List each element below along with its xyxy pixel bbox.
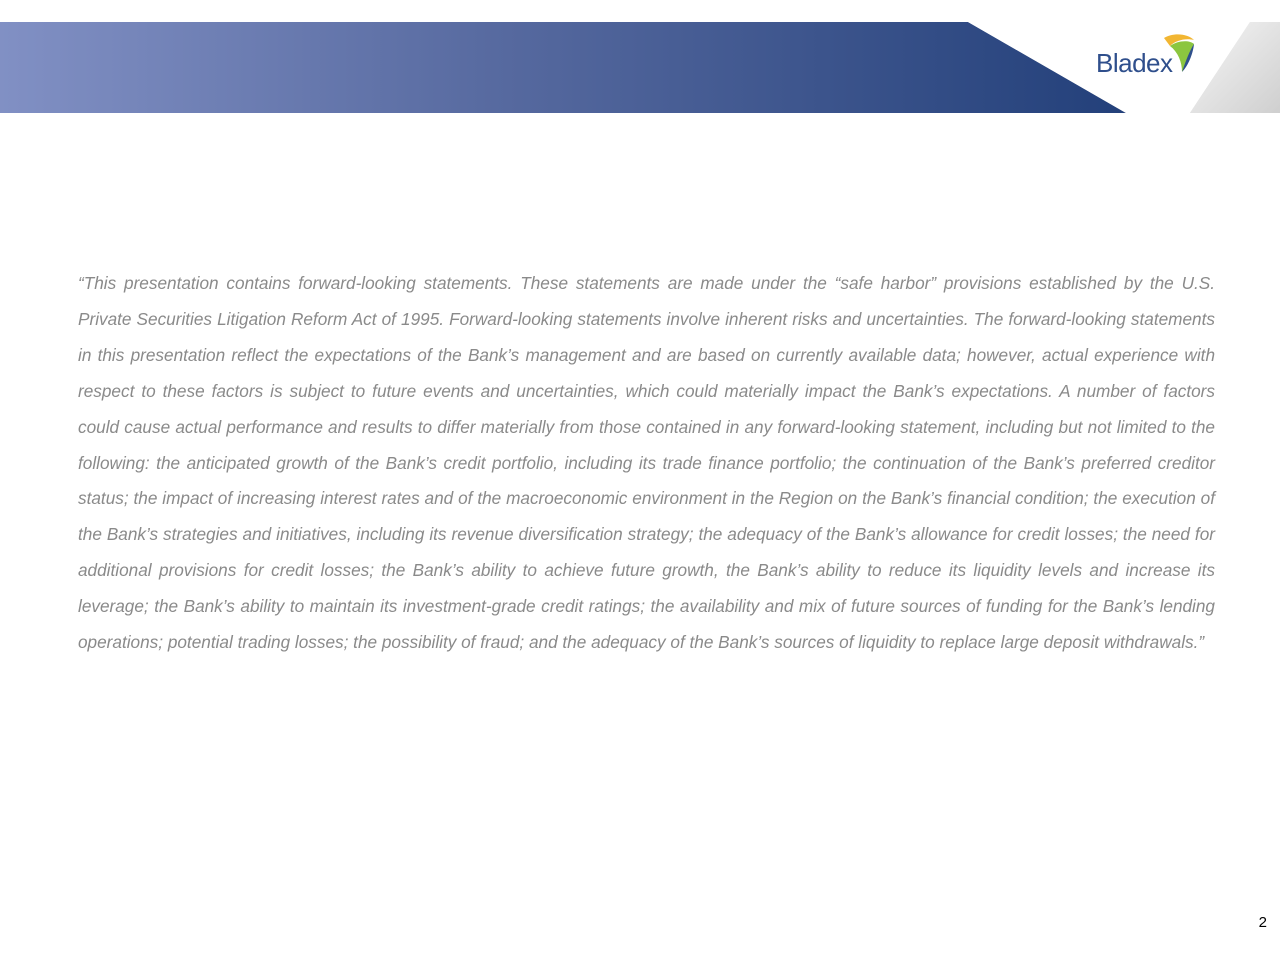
bladex-logo (1096, 30, 1196, 78)
header-banner (0, 22, 1280, 113)
bladex-swoosh-icon (1160, 30, 1196, 74)
forward-looking-statements-disclaimer: “This presentation contains forward-looking statements. These statements are made under the “safe harbor” provisions established by the U.S. Private Securities Litigation Reform Act of 1995. Forward-looking statements involve inherent risks and uncertainties. The forward-looking statements in this presentation reflect the expectations of the Bank’s management and are based on currently available data; however, actual experience with respect to these factors is subject to future events and uncertainties, which could materially impact the Bank’s expectations. A number of factors could cause actual performance and results to differ materially from those contained in any forward-looking statement, including but not limited to the following: the anticipated growth of the Bank’s credit portfolio, including its trade finance portfolio; the continuation of the Bank’s preferred creditor status; the impact of increasing interest rates and of the macroeconomic environment in the Region on the Bank’s financial condition; the execution of the Bank’s strategies and initiatives, including its revenue diversification strategy; the adequacy of the Bank’s allowance for credit losses; the need for additional provisions for credit losses; the Bank’s ability to achieve future growth, the Bank’s ability to reduce its liquidity levels and increase its leverage; the Bank’s ability to maintain its investment-grade credit ratings; the availability and mix of future sources of funding for the Bank’s lending operations; potential trading losses; the possibility of fraud; and the adequacy of the Bank’s sources of liquidity to replace large deposit withdrawals.” (78, 273, 1215, 653)
header-gradient-band (0, 22, 1280, 113)
page-number: 2 (1258, 914, 1267, 931)
logo-wordmark: Bladex (1096, 48, 1173, 78)
